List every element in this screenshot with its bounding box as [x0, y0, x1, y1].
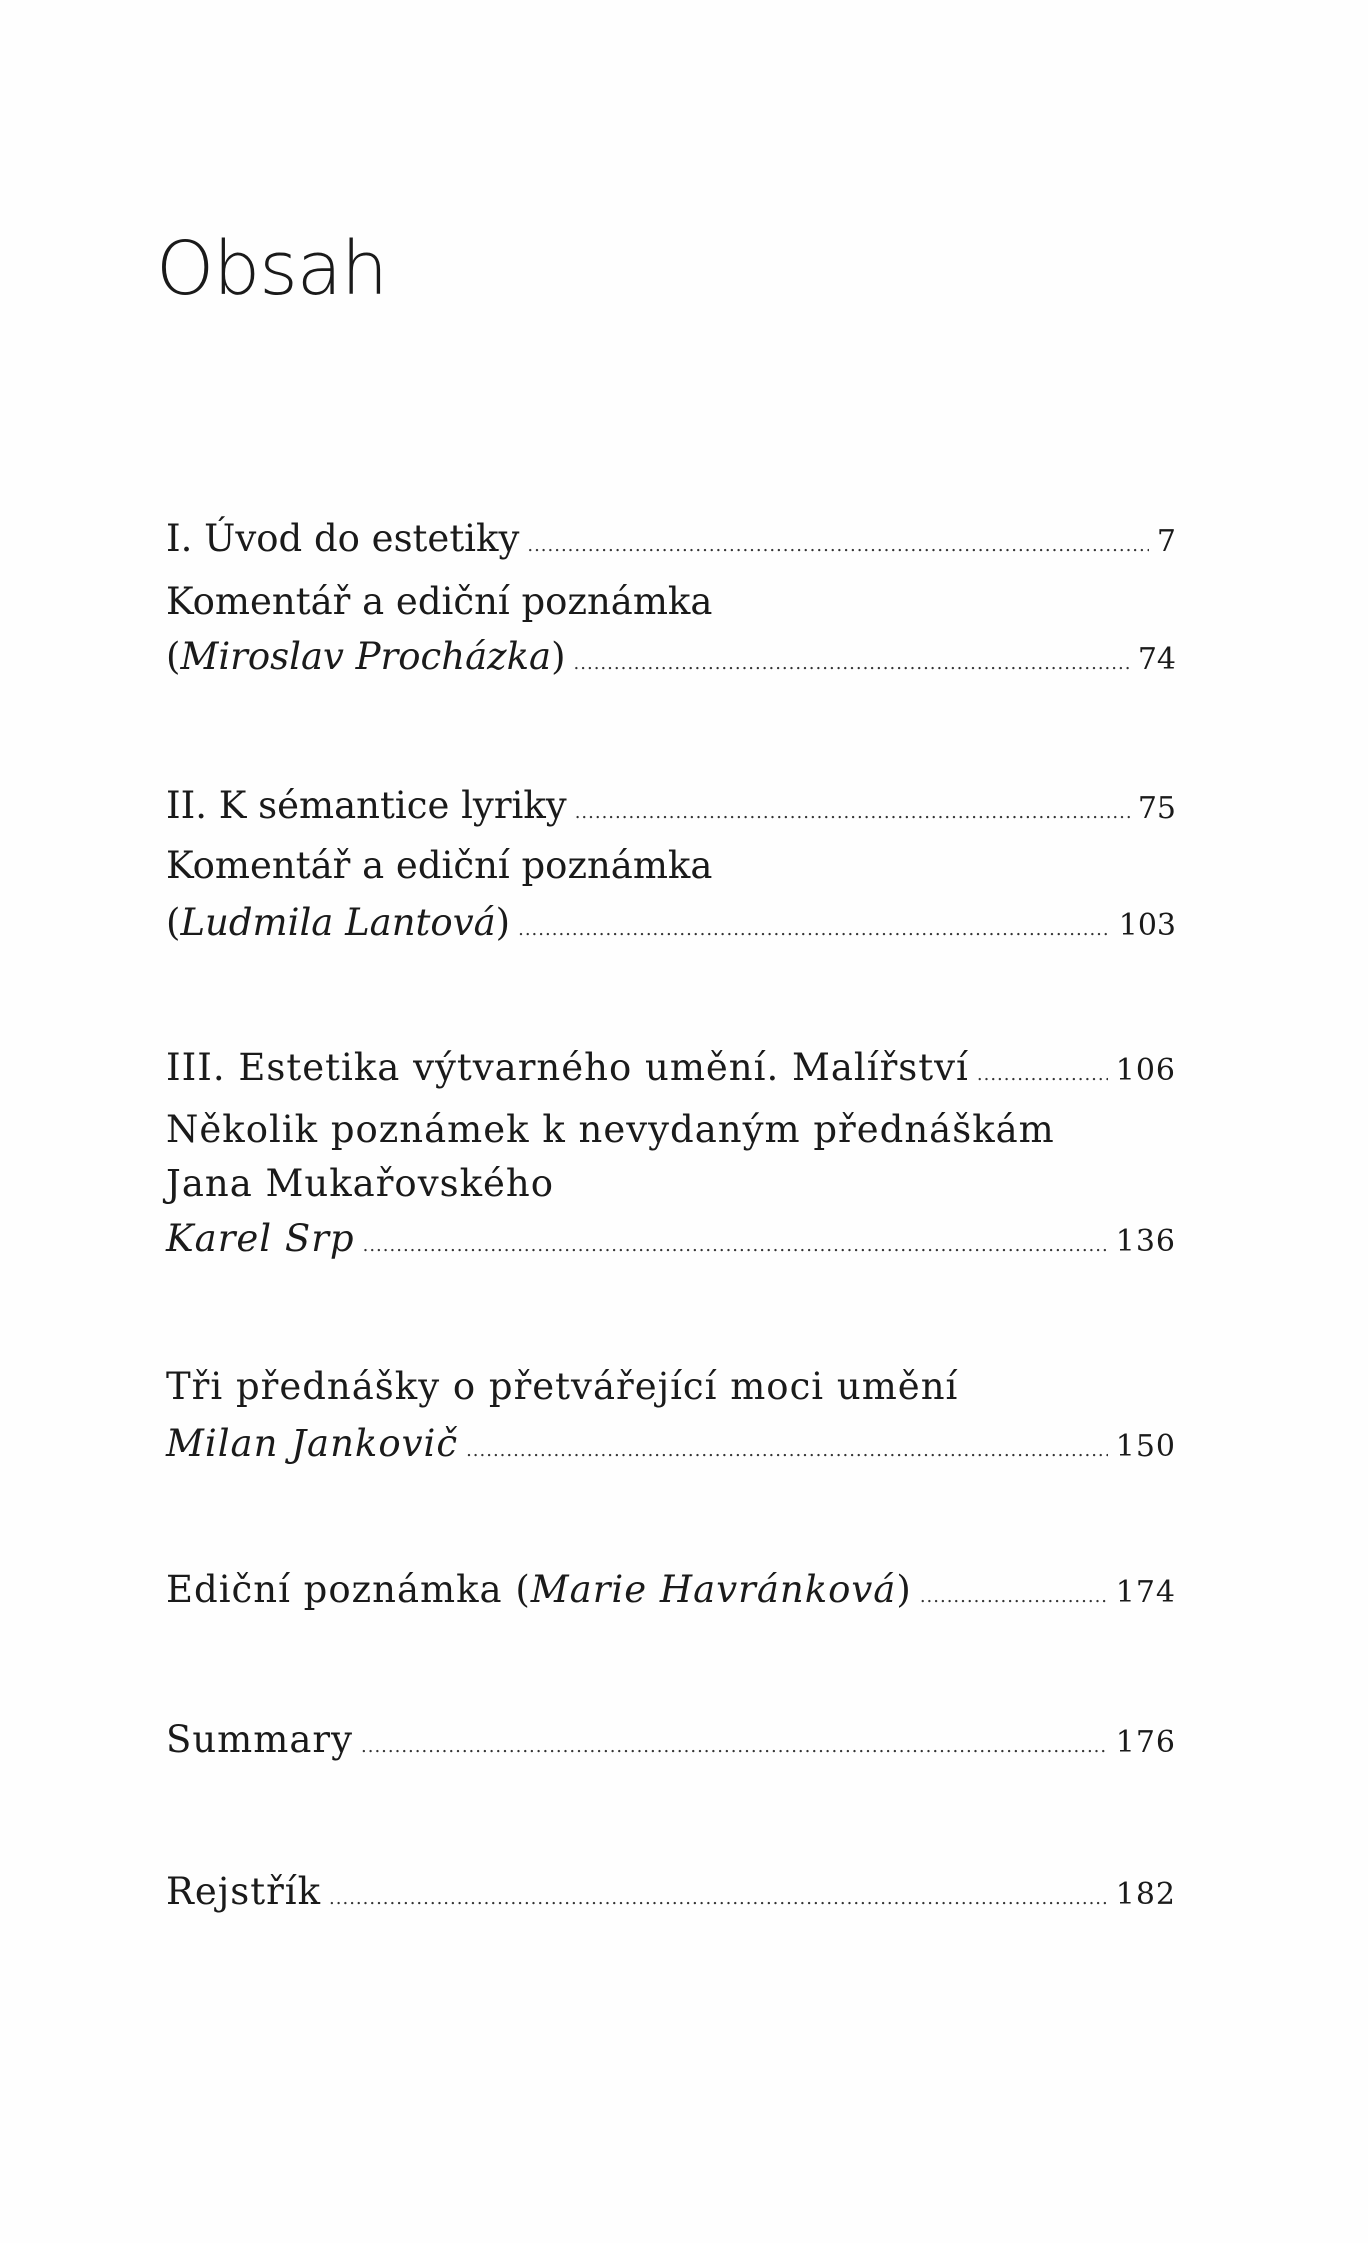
toc-subentry-komentar-1[interactable]: [166, 580, 1176, 623]
toc-page-number: 7: [1156, 524, 1176, 559]
paren-close: ): [495, 901, 511, 944]
toc-page-number: 176: [1115, 1725, 1176, 1760]
toc-page-number: 136: [1115, 1224, 1176, 1259]
toc-entry-title: Několik poznámek k nevydaným přednáškám: [166, 1108, 1055, 1151]
dot-leader: [518, 921, 1111, 939]
toc-subentry-author-srp[interactable]: [166, 1217, 1176, 1260]
author-name: Marie Havránková: [530, 1568, 897, 1611]
toc-page-number: 106: [1115, 1053, 1176, 1088]
toc-page-number: 75: [1137, 791, 1176, 826]
author-name: Ludmila Lantová: [180, 901, 496, 944]
paren-close: ): [551, 635, 566, 678]
toc-page-number: 150: [1115, 1429, 1176, 1464]
toc-entry-edicni-poznamka[interactable]: [166, 1568, 1176, 1611]
toc-entry-tri-prednasky[interactable]: [166, 1365, 1176, 1408]
author-name: Karel Srp: [166, 1217, 355, 1260]
dot-leader: [466, 1442, 1108, 1460]
paren-open: (: [166, 635, 181, 678]
toc-entry-title: II. K sémantice lyriky: [166, 784, 567, 827]
author-name: Miroslav Procházka: [180, 635, 552, 678]
toc-page-number: 74: [1137, 642, 1176, 677]
toc-entry-summary[interactable]: [166, 1718, 1176, 1761]
toc-entry-title: Komentář a ediční poznámka: [166, 580, 713, 623]
toc-page-number: 182: [1115, 1877, 1176, 1912]
toc-entry-title: [166, 635, 566, 678]
entry-prefix: Ediční poznámka (: [166, 1568, 531, 1611]
toc-subentry-mukarovsky[interactable]: [166, 1162, 1176, 1205]
toc-entry-semantika[interactable]: [166, 784, 1176, 827]
toc-subentry-komentar-2[interactable]: [166, 844, 1176, 887]
paren-close: ): [896, 1568, 912, 1611]
toc-entry-title: I. Úvod do estetiky: [166, 517, 520, 560]
dot-leader: [527, 537, 1149, 555]
dot-leader: [574, 655, 1130, 673]
toc-entry-uvod[interactable]: [166, 517, 1176, 560]
dot-leader: [363, 1237, 1108, 1255]
dot-leader: [575, 804, 1130, 822]
toc-entry-title: [166, 1568, 912, 1611]
toc-subentry-author-prochazka[interactable]: [166, 635, 1176, 678]
toc-page-number: 103: [1118, 908, 1176, 943]
toc-subentry-author-jankovic[interactable]: [166, 1422, 1176, 1465]
page-title: Obsah: [156, 226, 388, 312]
toc-entry-title: Summary: [166, 1718, 353, 1761]
toc-entry-title: Tři přednášky o přetvářející moci umění: [166, 1365, 959, 1408]
dot-leader: [977, 1066, 1108, 1084]
toc-entry-title: Rejstřík: [166, 1870, 322, 1913]
toc-subentry-poznamky[interactable]: [166, 1108, 1176, 1151]
dot-leader: [361, 1738, 1108, 1756]
toc-entry-title: III. Estetika výtvarného umění. Malířství: [166, 1046, 969, 1089]
paren-open: (: [166, 901, 181, 944]
toc-page-number: 174: [1115, 1575, 1176, 1610]
toc-entry-title: Jana Mukařovského: [166, 1162, 555, 1205]
toc-entry-rejstrik[interactable]: [166, 1870, 1176, 1913]
dot-leader: [329, 1890, 1108, 1908]
author-name: Milan Jankovič: [166, 1422, 459, 1465]
toc-entry-estetika[interactable]: [166, 1046, 1176, 1089]
toc-entry-title: [166, 901, 511, 944]
toc-entry-title: Komentář a ediční poznámka: [166, 844, 713, 887]
toc-subentry-author-lantova[interactable]: [166, 901, 1176, 944]
dot-leader: [920, 1588, 1108, 1606]
